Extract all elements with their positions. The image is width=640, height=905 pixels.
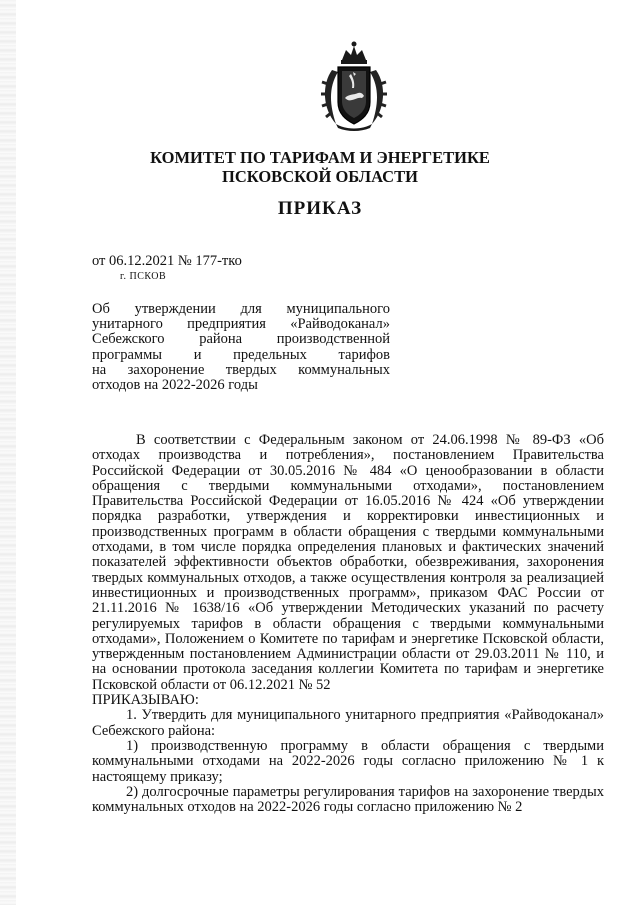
- document-meta: [92, 253, 242, 285]
- subject-line: на захоронение твердых коммунальных: [92, 361, 390, 378]
- clause-1-2: 2) долгосрочные параметры регулирования тарифов на захоронение твердых коммунальных отходов на 2022-2026 годы согласно приложению № 2: [92, 783, 604, 816]
- subject-line: программы и предельных тарифов: [92, 346, 390, 363]
- order-word: ПРИКАЗЫВАЮ:: [92, 692, 199, 709]
- document-type: ПРИКАЗ: [277, 198, 363, 219]
- subject-line: отходов на 2022-2026 годы: [92, 377, 258, 394]
- document-body: [92, 433, 604, 815]
- subject-line: Об утверждении для муниципального: [92, 301, 390, 317]
- city-label: г. ПСКОВ: [120, 271, 167, 282]
- clause-1: 1. Утвердить для муниципального унитарного предприятия «Райводоканал» Себежского района:: [92, 707, 604, 739]
- scan-edge-artifact: [0, 0, 16, 905]
- org-line-1: КОМИТЕТ ПО ТАРИФАМ И ЭНЕРГЕТИКЕ: [150, 148, 490, 167]
- subject-line: унитарного предприятия «Райводоканал»: [92, 316, 390, 333]
- document-subject: [92, 302, 390, 393]
- coat-of-arms-icon: [318, 40, 390, 132]
- date-number: от 06.12.2021 № 177-тко: [92, 253, 242, 269]
- org-line-2: ПСКОВСКОЙ ОБЛАСТИ: [222, 167, 418, 186]
- preamble-paragraph: В соответствии с Федеральным законом от 24.06.1998 № 89-ФЗ «Об отходах производства и потребления», постановлением Правительства Российской Федерации от 30.05.2016 № 484 «О ценообразовании в области обращения с твердыми коммунальными отходами», постановлением Правительства Российской Федерации от 16.05.2016 № 424 «Об утверждении порядка разработки, утверждения и корректировки инвестиционных и производственных программ в области обращения с твердыми коммунальными отходами, в том числе порядка определения плановых и фактических значений показателей эффективности объектов обработки, обезвреживания, захоронения твердых коммунальных отходов, а также осуществления контроля за реализацией инвестиционных и производственных программ», приказом ФАС России от 21.11.2016 № 1638/16 «Об утверждении Методических указаний по расчету регулируемых тарифов в области обращения с твердыми коммунальными отходами», Положением о Комитете по тарифам и энергетике Псковской области, утвержденным постановлением Администрации области от 29.03.2011 № 110, и на основании протокола заседания коллегии Комитета по тарифам и энергетике Псковской области от 06.12.2021 № 52: [92, 432, 604, 693]
- subject-line: Себежского района производственной: [92, 331, 390, 348]
- clause-1-1: 1) производственную программу в области обращения с твердыми коммунальными отходами на 2022-2026 годы согласно приложению № 1 к настоящему приказу;: [92, 737, 604, 785]
- organization-name: [0, 148, 640, 186]
